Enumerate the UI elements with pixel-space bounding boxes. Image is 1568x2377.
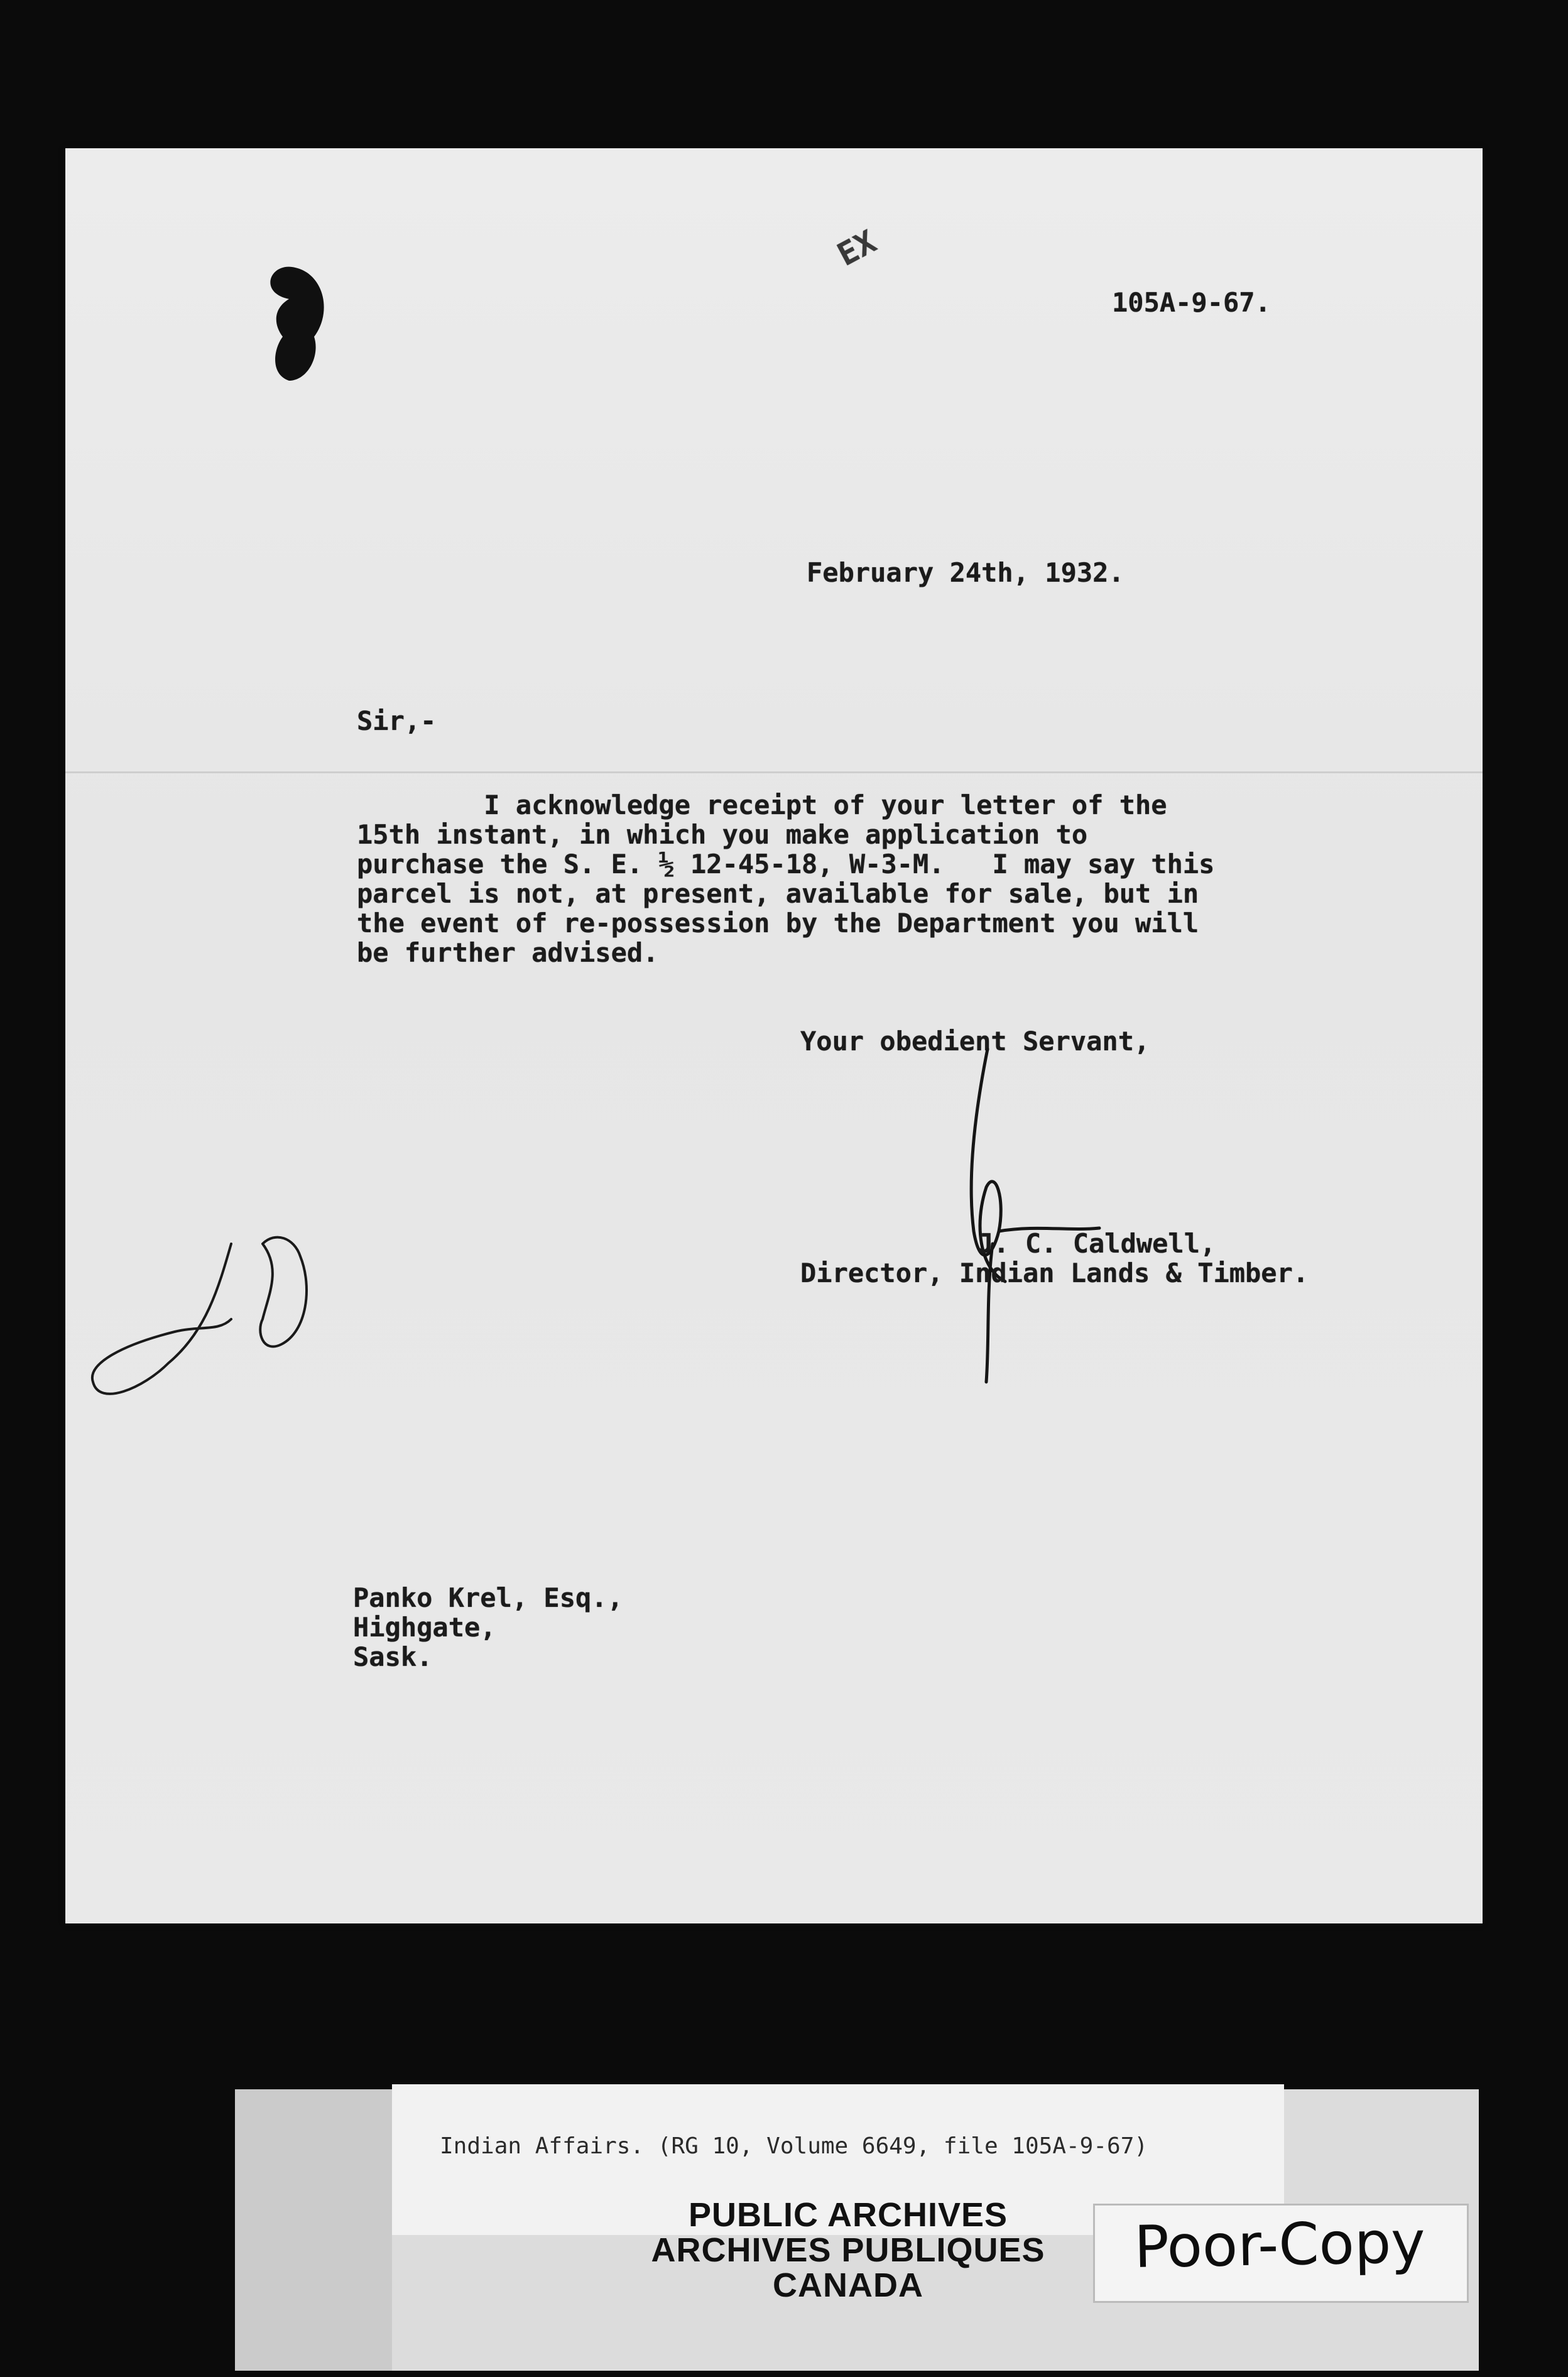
body-line: I acknowledge receipt of your letter of the — [357, 790, 1167, 820]
poor-copy-note: Poor-Copy — [1133, 2208, 1426, 2282]
received-stamp: EX — [831, 223, 883, 273]
signatory-name: J. C. Caldwell, — [977, 1228, 1216, 1259]
salutation: Sir,- — [357, 705, 437, 736]
addressee-line: Highgate, — [353, 1612, 496, 1643]
archive-line: CANADA — [773, 2266, 923, 2304]
paper-crease — [65, 771, 1483, 773]
archive-stamp — [597, 2197, 1099, 2303]
body-line: the event of re-possession by the Department you will — [357, 908, 1199, 938]
ink-blot — [214, 155, 364, 406]
archive-reference: Indian Affairs. (RG 10, Volume 6649, file 105A-9-67) — [440, 2133, 1148, 2159]
addressee-line: Sask. — [353, 1641, 433, 1672]
body-line: be further advised. — [357, 937, 659, 968]
body-line: purchase the S. E. ½ 12-45-18, W-3-M. I may say this — [357, 849, 1215, 879]
strip-shadow — [235, 2089, 392, 2371]
signature — [936, 1043, 1162, 1395]
body-line: 15th instant, in which you make application to — [357, 819, 1088, 850]
letter-page — [65, 148, 1483, 1923]
signatory-title: Director, Indian Lands & Timber. — [800, 1258, 1309, 1288]
margin-initials — [74, 1206, 363, 1445]
body-line: parcel is not, at present, available for sale, but in — [357, 878, 1199, 909]
letter-date: February 24th, 1932. — [807, 557, 1124, 588]
file-number: 105A-9-67. — [1112, 287, 1271, 318]
archive-line: PUBLIC ARCHIVES — [688, 2196, 1008, 2234]
archive-line: ARCHIVES PUBLIQUES — [651, 2231, 1045, 2269]
closing: Your obedient Servant, — [800, 1026, 1150, 1057]
addressee-line: Panko Krel, Esq., — [353, 1582, 623, 1613]
